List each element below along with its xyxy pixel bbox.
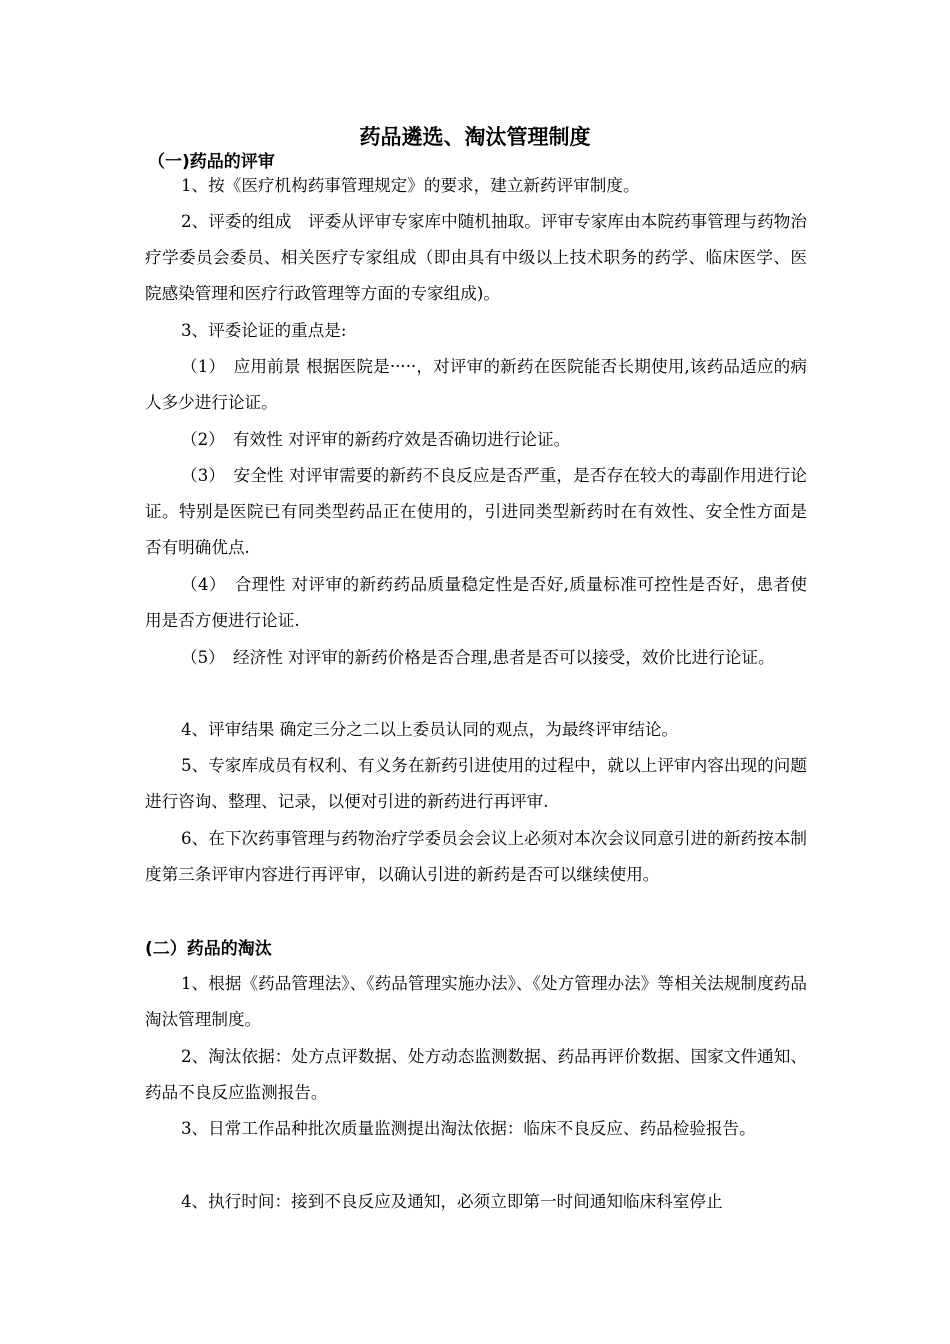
paragraph: 1、按《医疗机构药事管理规定》的要求，建立新药评审制度。 <box>181 176 640 195</box>
paragraph: 5、专家库成员有权利、有义务在新药引进使用的过程中，就以上评审内容出现的问题进行咨询、整理、记录，以便对引进的新药进行再评审. <box>145 756 807 811</box>
paragraph: 2、评委的组成 评委从评审专家库中随机抽取。评审专家库由本院药事管理与药物治疗学委员会委员、相关医疗专家组成（即由具有中级以上技术职务的药学、临床医学、医院感染管理和医疗行政管理等方面的专家组成)。 <box>145 212 807 303</box>
section-heading-elimination: (二）药品的淘汰 <box>145 939 272 959</box>
paragraph: 1、根据《药品管理法》、《药品管理实施办法》、《处方管理办法》等相关法规制度药品淘汰管理制度。 <box>145 974 807 1029</box>
paragraph: 3、日常工作品种批次质量监测提出淘汰依据：临床不良反应、药品检验报告。 <box>181 1119 756 1138</box>
paragraph: （5） 经济性 对评审的新药价格是否合理,患者是否可以接受，效价比进行论证。 <box>181 648 775 667</box>
paragraph: （1） 应用前景 根据医院是·····，对评审的新药在医院能否长期使用,该药品适应的病人多少进行论证。 <box>145 357 807 412</box>
paragraph: （2） 有效性 对评审的新药疗效是否确切进行论证。 <box>181 430 571 449</box>
paragraph: 4、执行时间：接到不良反应及通知，必须立即第一时间通知临床科室停止 <box>181 1192 723 1211</box>
paragraph: （3） 安全性 对评审需要的新药不良反应是否严重，是否存在较大的毒副作用进行论证。特别是医院已有同类型药品正在使用的，引进同类型新药时在有效性、安全性方面是否有明确优点. <box>145 466 807 557</box>
paragraph: 6、在下次药事管理与药物治疗学委员会会议上必须对本次会议同意引进的新药按本制度第三条评审内容进行再评审，以确认引进的新药是否可以继续使用。 <box>145 829 807 884</box>
section-heading-review: （一)药品的评审 <box>148 152 275 172</box>
paragraph: （4） 合理性 对评审的新药药品质量稳定性是否好,质量标准可控性是否好，患者使用是否方便进行论证. <box>145 575 807 630</box>
document-title: 药品遴选、淘汰管理制度 <box>359 125 591 149</box>
paragraph: 4、评审结果 确定三分之二以上委员认同的观点，为最终评审结论。 <box>181 720 679 739</box>
paragraph: 2、淘汰依据：处方点评数据、处方动态监测数据、药品再评价数据、国家文件通知、药品不良反应监测报告。 <box>145 1047 807 1102</box>
paragraph: 3、评委论证的重点是: <box>181 321 347 340</box>
